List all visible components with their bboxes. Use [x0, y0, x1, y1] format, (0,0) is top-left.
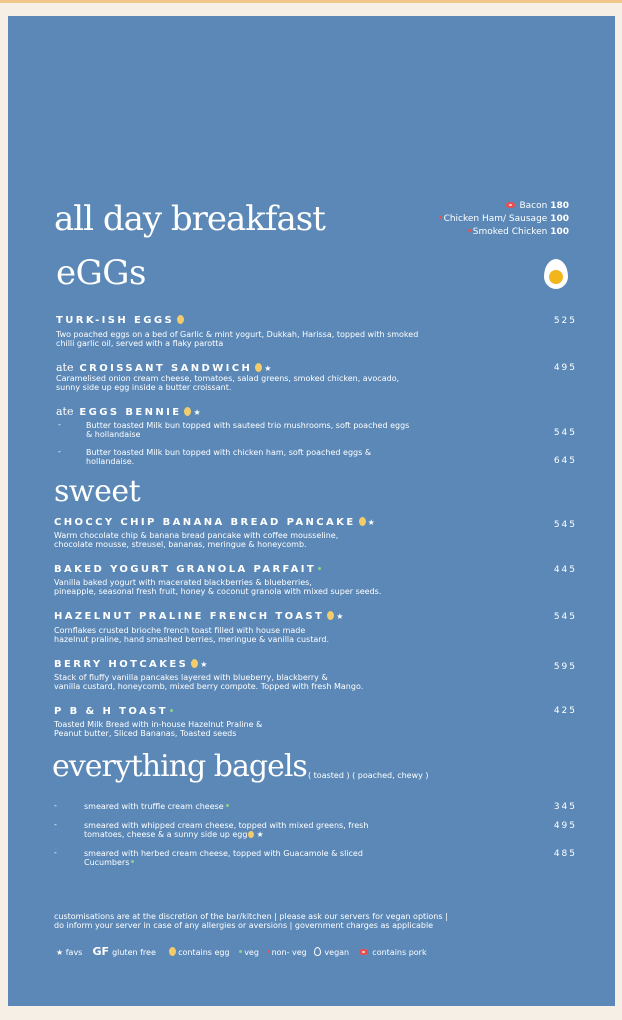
addon-bacon: Bacon 180	[506, 201, 569, 211]
addon-smoked-chicken: Smoked Chicken 100	[468, 227, 569, 237]
option-desc: Butter toasted Milk bun topped with sauteed trio mushrooms, soft poached eggs & hollandaise	[86, 421, 410, 439]
fav-star-icon: ★	[367, 518, 378, 527]
veg-icon	[318, 567, 321, 570]
item-desc: Cornflakes crusted brioche french toast filled with house made hazelnut praline, hand smashed berries, meringue & vanilla custard.	[54, 626, 330, 644]
disclaimer: customisations are at the discretion of the bar/kitchen | please ask our servers for vegan options | do inform your server in case of any allergies or aversions | government charges as applicable	[54, 912, 448, 930]
item-title: CHOCCY CHIP BANANA BREAD PANCAKE ★	[54, 517, 378, 528]
egg-icon	[248, 831, 254, 838]
gluten-free-icon: GF	[92, 945, 110, 958]
addon-chicken-ham: Chicken Ham/ Sausage 100	[439, 214, 569, 224]
egg-icon	[177, 315, 184, 324]
fav-star-icon: ★	[56, 948, 64, 957]
pork-icon	[359, 949, 368, 955]
item-price: 545	[553, 520, 577, 530]
bagel-prep-note: ( toasted ) ( poached, chewy )	[308, 771, 429, 780]
item-desc: Warm chocolate chip & banana bread pancake with coffee mousseline, chocolate mousse, streusel, bananas, meringue & honeycomb.	[54, 531, 339, 549]
vegan-drop-icon	[314, 947, 321, 956]
bagel-desc: smeared with whipped cream cheese, topped with mixed greens, fresh tomatoes, cheese & a sunny side up egg ★	[84, 821, 369, 839]
egg-icon	[327, 611, 334, 620]
item-title: TURK-ISH EGGS	[56, 315, 184, 327]
item-desc: Stack of fluffy vanilla pancakes layered with blueberry, blackberry & vanilla custard, honeycomb, mixed berry compote. Topped with fresh Mango.	[54, 673, 364, 691]
item-price: 595	[553, 662, 577, 672]
veg-icon	[131, 860, 134, 863]
item-desc: Caramelised onion cream cheese, tomatoes, salad greens, smoked chicken, avocado, sunny side up egg inside a butter croissant.	[56, 374, 400, 392]
fav-star-icon: ★	[264, 364, 274, 373]
item-price: 525	[553, 316, 577, 326]
boiled-egg-icon	[544, 259, 568, 289]
non-veg-icon	[439, 216, 442, 219]
section-heading-sweet: sweet	[54, 474, 141, 509]
top-strip	[0, 0, 622, 3]
non-veg-icon	[468, 229, 471, 232]
fav-star-icon: ★	[200, 660, 210, 669]
item-price: 445	[553, 565, 577, 575]
legend: ★ favs GF gluten free contains egg veg non- veg vegan contains pork	[56, 945, 427, 958]
item-price: 425	[553, 706, 577, 716]
veg-icon	[239, 950, 242, 953]
option-price: 645	[553, 456, 577, 466]
item-title: HAZELNUT PRALINE FRENCH TOAST ★	[54, 611, 346, 622]
fav-star-icon: ★	[336, 612, 346, 621]
fav-star-icon: ★	[193, 408, 204, 417]
section-heading-eggs: eGGs	[56, 253, 146, 293]
non-veg-icon	[267, 950, 270, 953]
item-desc: Toasted Milk Bread with in-house Hazelnut Praline & Peanut butter, Sliced Bananas, Toasted seeds	[54, 720, 263, 738]
bagel-desc: smeared with truffle cream cheese	[84, 802, 229, 811]
option-desc: Butter toasted Milk bun topped with chicken ham, soft poached eggs & hollandaise.	[86, 448, 372, 466]
bagel-price: 345	[553, 802, 577, 812]
option-price: 545	[553, 428, 577, 438]
egg-icon	[255, 363, 262, 372]
item-title: BAKED YOGURT GRANOLA PARFAIT	[54, 564, 321, 576]
item-price: 545	[553, 612, 577, 622]
bagel-desc: smeared with herbed cream cheese, topped with Guacamole & sliced Cucumbers	[84, 849, 363, 867]
egg-icon	[169, 947, 176, 956]
veg-icon	[226, 804, 229, 807]
item-title: ate EGGS BENNIE ★	[56, 405, 204, 418]
item-desc: Vanilla baked yogurt with macerated blackberries & blueberries, pineapple, seasonal fresh fruit, honey & coconut granola with mixed super seeds.	[54, 578, 382, 596]
section-heading-bagels: everything bagels	[52, 749, 307, 784]
egg-icon	[359, 517, 366, 526]
item-desc: Two poached eggs on a bed of Garlic & mint yogurt, Dukkah, Harissa, topped with smoked chilli garlic oil, served with a flaky parotta	[56, 330, 419, 348]
veg-icon	[170, 709, 173, 712]
bagel-price: 485	[553, 849, 577, 859]
pork-icon	[506, 202, 515, 208]
item-title: ate CROISSANT SANDWICH ★	[56, 361, 274, 374]
page-title: all day breakfast	[54, 199, 325, 239]
item-price: 495	[553, 363, 577, 373]
item-title: BERRY HOTCAKES ★	[54, 659, 210, 670]
egg-icon	[191, 659, 198, 668]
menu-page: Bacon 180 Chicken Ham/ Sausage 100 Smoked Chicken 100 all day breakfast eGGs TURK-ISH EGGS 525 Two poached eggs on a bed of Garlic & mint yogurt, Dukkah, Harissa, topped with smoked chilli garlic oil, served with a flaky parotta ate CROISSANT SANDWICH ★ 495 Caramelised onion cream cheese, tomatoes, salad greens, smoked chicken, avocado, sunny side up egg inside a butter croissant. ate EGGS BENNIE ★ - Butter toasted Milk bun topped with sauteed trio mushrooms, soft poached eggs & hollandaise 545 - Butter toasted Milk bun topped with chicken ham, soft poached eggs & hollandaise. 645 sweet CHOCCY CHIP BANANA BREAD PANCAKE ★ 545 Warm chocolate chip & banana bread pancake with coffee mousseline, chocolate mousse, streusel, bananas, meringue & honeycomb. BAKED YOGURT GRANOLA PARFAIT 445 Vanilla baked yogurt with macerated blackberries & blueberries, pineapple, seasonal fresh fruit, honey & coconut granola with mixed super seeds. HAZELNUT PRALINE FRENCH TOAST ★ 545 Cornflakes crusted brioche french toast filled with house made hazelnut praline, hand smashed berries, meringue & vanilla custard. BERRY HOTCAKES ★ 595 Stack of fluffy vanilla pancakes layered with blueberry, blackberry & vanilla custard, honeycomb, mixed berry compote. Topped with fresh Mango. P B & H TOAST 425 Toasted Milk Bread with in-house Hazelnut Praline & Peanut butter, Sliced Bananas, Toasted seeds everything bagels ( toasted ) ( poached, chewy ) - smeared with truffle cream cheese 345 - smeared with whipped cream cheese, topped with mixed greens, fresh tomatoes, cheese & a sunny side up egg ★ 495 - smeared with herbed cream cheese, topped with Guacamole & sliced Cucumbers 485 customisations are at the discretion of the bar/kitchen | please ask our servers for vegan options | do inform your server in case of any allergies or aversions | government charges as applicable ★ favs GF gluten free contains egg veg non- veg vegan contains pork	[8, 16, 615, 1006]
item-title: P B & H TOAST	[54, 706, 173, 718]
fav-star-icon: ★	[256, 830, 264, 839]
egg-icon	[184, 407, 191, 416]
bagel-price: 495	[553, 821, 577, 831]
